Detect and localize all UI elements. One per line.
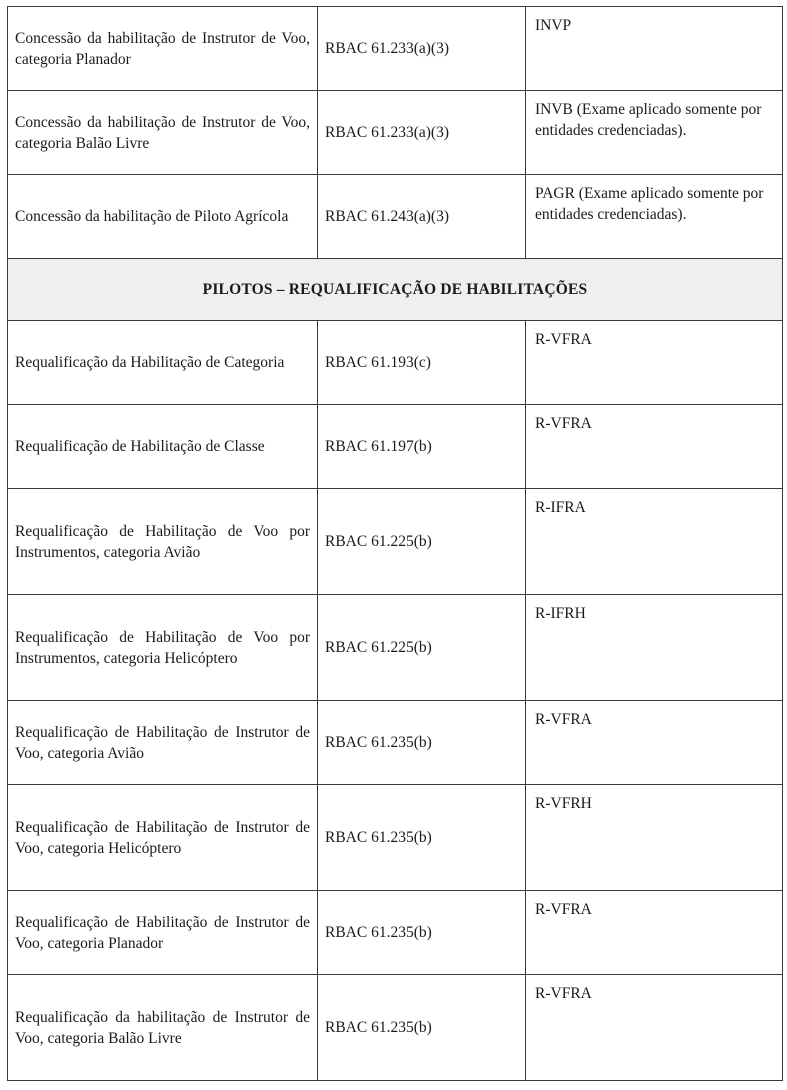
regulation-cell: RBAC 61.225(b) [318, 595, 526, 701]
description-cell: Concessão da habilitação de Piloto Agrícola [8, 175, 318, 259]
description-cell: Requalificação de Habilitação de Voo por Instrumentos, categoria Avião [8, 489, 318, 595]
table-row [8, 7, 783, 91]
regulation-cell: RBAC 61.235(b) [318, 701, 526, 785]
table-row [8, 405, 783, 489]
exam-cell: R-VFRA [526, 321, 783, 405]
section-header-row [8, 259, 783, 321]
table-row [8, 595, 783, 701]
description-cell: Requalificação de Habilitação de Instrutor de Voo, categoria Avião [8, 701, 318, 785]
exam-cell: R-VFRA [526, 701, 783, 785]
description-cell: Requalificação da habilitação de Instrutor de Voo, categoria Balão Livre [8, 975, 318, 1081]
table-row [8, 489, 783, 595]
exam-cell: INVP [526, 7, 783, 91]
description-cell: Requalificação da Habilitação de Categoria [8, 321, 318, 405]
table-row [8, 175, 783, 259]
description-cell: Requalificação de Habilitação de Instrutor de Voo, categoria Planador [8, 891, 318, 975]
table-row [8, 321, 783, 405]
regulation-cell: RBAC 61.235(b) [318, 975, 526, 1081]
regulation-cell: RBAC 61.233(a)(3) [318, 91, 526, 175]
description-cell: Concessão da habilitação de Instrutor de Voo, categoria Planador [8, 7, 318, 91]
regulation-cell: RBAC 61.225(b) [318, 489, 526, 595]
exam-cell: INVB (Exame aplicado somente por entidades credenciadas). [526, 91, 783, 175]
exam-cell: R-VFRH [526, 785, 783, 891]
table-row [8, 91, 783, 175]
table-row [8, 975, 783, 1081]
exam-cell: R-VFRA [526, 405, 783, 489]
exam-cell: R-VFRA [526, 891, 783, 975]
table-row [8, 785, 783, 891]
description-cell: Concessão da habilitação de Instrutor de Voo, categoria Balão Livre [8, 91, 318, 175]
description-cell: Requalificação de Habilitação de Voo por Instrumentos, categoria Helicóptero [8, 595, 318, 701]
requirements-table [7, 6, 783, 1081]
description-cell: Requalificação de Habilitação de Classe [8, 405, 318, 489]
section-title: PILOTOS – REQUALIFICAÇÃO DE HABILITAÇÕES [8, 259, 783, 321]
exam-cell: R-VFRA [526, 975, 783, 1081]
regulation-cell: RBAC 61.197(b) [318, 405, 526, 489]
table-row [8, 891, 783, 975]
exam-cell: R-IFRA [526, 489, 783, 595]
regulation-cell: RBAC 61.193(c) [318, 321, 526, 405]
exam-cell: PAGR (Exame aplicado somente por entidades credenciadas). [526, 175, 783, 259]
table-row [8, 701, 783, 785]
exam-cell: R-IFRH [526, 595, 783, 701]
regulation-cell: RBAC 61.243(a)(3) [318, 175, 526, 259]
regulation-cell: RBAC 61.235(b) [318, 891, 526, 975]
description-cell: Requalificação de Habilitação de Instrutor de Voo, categoria Helicóptero [8, 785, 318, 891]
regulation-cell: RBAC 61.235(b) [318, 785, 526, 891]
regulation-cell: RBAC 61.233(a)(3) [318, 7, 526, 91]
